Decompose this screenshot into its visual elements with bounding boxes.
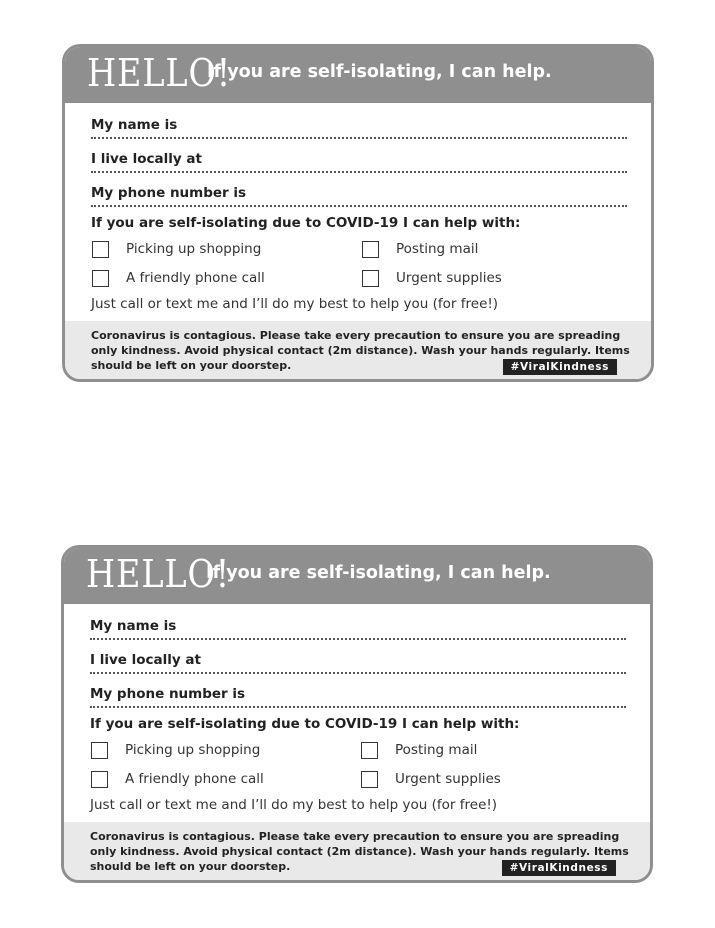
- checkbox[interactable]: [362, 270, 379, 287]
- option-shopping[interactable]: [92, 239, 261, 259]
- card-footer: [64, 822, 650, 880]
- address-label: I live locally at: [91, 151, 202, 167]
- checkbox[interactable]: [361, 742, 378, 759]
- card-header: [64, 548, 650, 604]
- option-label: A friendly phone call: [126, 270, 265, 286]
- option-phone-call[interactable]: [92, 268, 265, 288]
- name-field[interactable]: [90, 614, 626, 640]
- option-label: Posting mail: [396, 241, 479, 257]
- phone-label: My phone number is: [91, 185, 247, 201]
- hashtag-badge: #ViralKindness: [503, 359, 617, 375]
- tagline: If you are self-isolating, I can help.: [206, 563, 551, 583]
- option-shopping[interactable]: [91, 740, 260, 760]
- checkbox[interactable]: [361, 771, 378, 788]
- option-label: Urgent supplies: [396, 270, 502, 286]
- hello-heading: HELLO!: [86, 552, 231, 596]
- card-footer: [65, 321, 651, 379]
- option-label: Posting mail: [395, 742, 478, 758]
- option-label: A friendly phone call: [125, 771, 264, 787]
- checkbox[interactable]: [91, 771, 108, 788]
- checkbox[interactable]: [92, 241, 109, 258]
- help-title: If you are self-isolating due to COVID-19 I can help with:: [91, 215, 521, 231]
- phone-field[interactable]: [90, 682, 626, 708]
- name-label: My name is: [91, 117, 178, 133]
- help-card-1: [62, 44, 654, 382]
- option-supplies[interactable]: [362, 268, 502, 288]
- help-card-2: [61, 545, 653, 883]
- address-field[interactable]: [91, 147, 627, 173]
- option-phone-call[interactable]: [91, 769, 264, 789]
- option-mail[interactable]: [361, 740, 477, 760]
- footer-text: Coronavirus is contagious. Please take every precaution to ensure you are spreading only kindness. Avoid physical contact (2m distance). Wash your hands regularly. Items should be left on your doorstep.: [91, 329, 630, 372]
- help-title: If you are self-isolating due to COVID-19 I can help with:: [90, 716, 520, 732]
- option-supplies[interactable]: [361, 769, 501, 789]
- checkbox[interactable]: [92, 270, 109, 287]
- checkbox[interactable]: [362, 241, 379, 258]
- name-label: My name is: [90, 618, 177, 634]
- checkbox[interactable]: [91, 742, 108, 759]
- phone-label: My phone number is: [90, 686, 246, 702]
- option-mail[interactable]: [362, 239, 478, 259]
- address-label: I live locally at: [90, 652, 201, 668]
- option-label: Urgent supplies: [395, 771, 501, 787]
- call-text: Just call or text me and I’ll do my best to help you (for free!): [90, 797, 498, 813]
- phone-field[interactable]: [91, 181, 627, 207]
- option-label: Picking up shopping: [126, 241, 262, 257]
- tagline: If you are self-isolating, I can help.: [207, 62, 552, 82]
- card-header: [65, 47, 651, 103]
- hello-heading: HELLO!: [87, 51, 232, 95]
- address-field[interactable]: [90, 648, 626, 674]
- call-text: Just call or text me and I’ll do my best to help you (for free!): [91, 296, 499, 312]
- hashtag-badge: #ViralKindness: [502, 860, 616, 876]
- footer-text: Coronavirus is contagious. Please take every precaution to ensure you are spreading only kindness. Avoid physical contact (2m distance). Wash your hands regularly. Items should be left on your doorstep.: [90, 830, 629, 873]
- name-field[interactable]: [91, 113, 627, 139]
- option-label: Picking up shopping: [125, 742, 261, 758]
